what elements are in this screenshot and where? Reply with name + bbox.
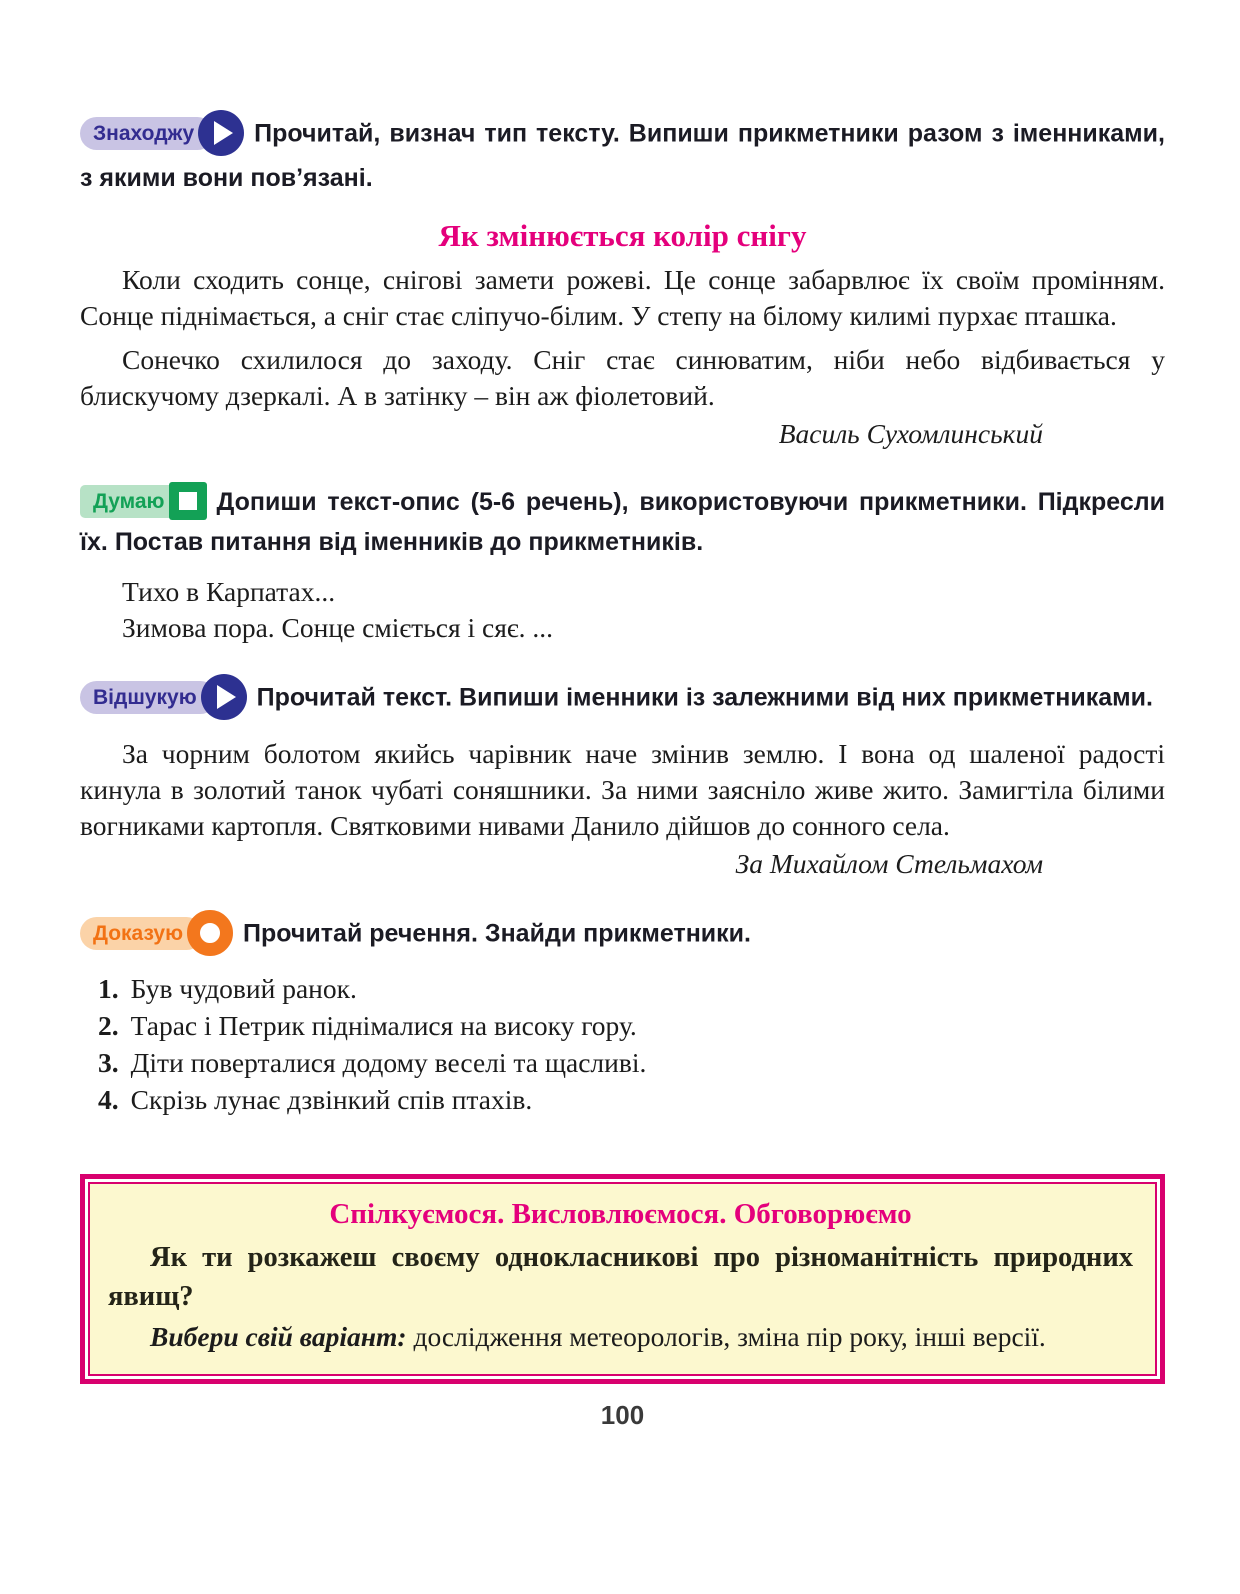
sentence-number: 2.: [98, 1010, 119, 1042]
task-think-instruction: Допиши текст-опис (5-6 речень), використовуючи прикметники. Підкресли їх. Постав питання від іменників до прикметників.: [80, 488, 1165, 557]
sentence-number: 1.: [98, 973, 119, 1005]
stop-square-icon: [169, 482, 207, 520]
task-think: [80, 482, 1165, 562]
task-badge-seek: [80, 674, 247, 720]
task-find-instruction: Прочитай, визнач тип тексту. Випиши прикметники разом з іменниками, з якими вони пов’язані.: [80, 119, 1165, 192]
discussion-variant: [108, 1318, 1133, 1356]
task-seek: [80, 676, 1165, 722]
sentence-text: Тарас і Петрик піднімалися на високу гору.: [130, 1010, 637, 1042]
play-icon: [201, 674, 247, 720]
reading-title: Як змінюється колір снігу: [438, 218, 807, 253]
discussion-box: [80, 1174, 1165, 1384]
task-badge-find: [80, 110, 244, 156]
sentence-number: 4.: [98, 1084, 119, 1116]
discussion-title: Спілкуємося. Висловлюємося. Обговорюємо: [329, 1198, 912, 1231]
author-attribution: За Михайлом Стельмахом: [735, 848, 1043, 880]
badge-label-seek: Відшукую: [80, 681, 217, 714]
ring-icon: [187, 910, 233, 956]
author-attribution: Василь Сухомлинський: [778, 418, 1043, 449]
task-prove-instruction: Прочитай речення. Знайди прикметники.: [243, 920, 751, 948]
sentence-text: Скрізь лунає дзвінкий спів птахів.: [130, 1084, 533, 1116]
page-number: 100: [600, 1400, 645, 1431]
sentence-text: Був чудовий ранок.: [130, 973, 357, 1005]
starter-line: Зимова пора. Сонце сміється і сяє. ...: [122, 612, 554, 644]
discussion-question: Як ти розкажеш своєму однокласникові про різноманітність природних явищ?: [108, 1242, 1133, 1313]
sentence-number: 3.: [98, 1047, 119, 1079]
starter-line: Тихо в Карпатах...: [122, 576, 336, 608]
variant-text: дослідження метеорологів, зміна пір року, інші версії.: [406, 1321, 1046, 1353]
badge-label-prove: Доказую: [80, 917, 203, 950]
task-find: [80, 112, 1165, 198]
sentence-item: [80, 1044, 1165, 1081]
reading-paragraph: За чорним болотом якийсь чарівник наче змінив землю. І вона од шаленої радості кинула в золотий танок чубаті соняшники. За ними заясніло живе жито. Замигтіла білими вогниками картопля. Святковими нивами Данило дійшов до сонного села.: [80, 738, 1165, 842]
sentence-item: [80, 970, 1165, 1007]
sentence-list: [80, 970, 1165, 1118]
play-icon: [198, 110, 244, 156]
badge-label-find: Знаходжу: [80, 117, 214, 150]
task-badge-prove: [80, 910, 233, 956]
variant-label: Вибери свій варіант:: [150, 1321, 407, 1353]
task-badge-think: [80, 482, 207, 520]
reading-paragraph: Коли сходить сонце, снігові замети рожеві. Це сонце забарвлює їх своїм промінням. Сонце піднімається, а сніг стає сліпучо-білим. У степу на білому килимі пурхає пташка.: [80, 264, 1165, 331]
sentence-text: Діти поверталися додому веселі та щасливі.: [130, 1047, 647, 1079]
sentence-item: [80, 1007, 1165, 1044]
task-prove: [80, 912, 1165, 958]
task-seek-instruction: Прочитай текст. Випиши іменники із залежними від них прикметниками.: [256, 684, 1153, 712]
badge-label-think: Думаю: [80, 485, 179, 518]
reading-paragraph: Сонечко схилилося до заходу. Сніг стає синюватим, ніби небо відбивається у блискучому дзеркалі. А в затінку – він аж фіолетовий.: [80, 344, 1165, 411]
discussion-box-inner: [88, 1182, 1157, 1376]
sentence-item: [80, 1081, 1165, 1118]
